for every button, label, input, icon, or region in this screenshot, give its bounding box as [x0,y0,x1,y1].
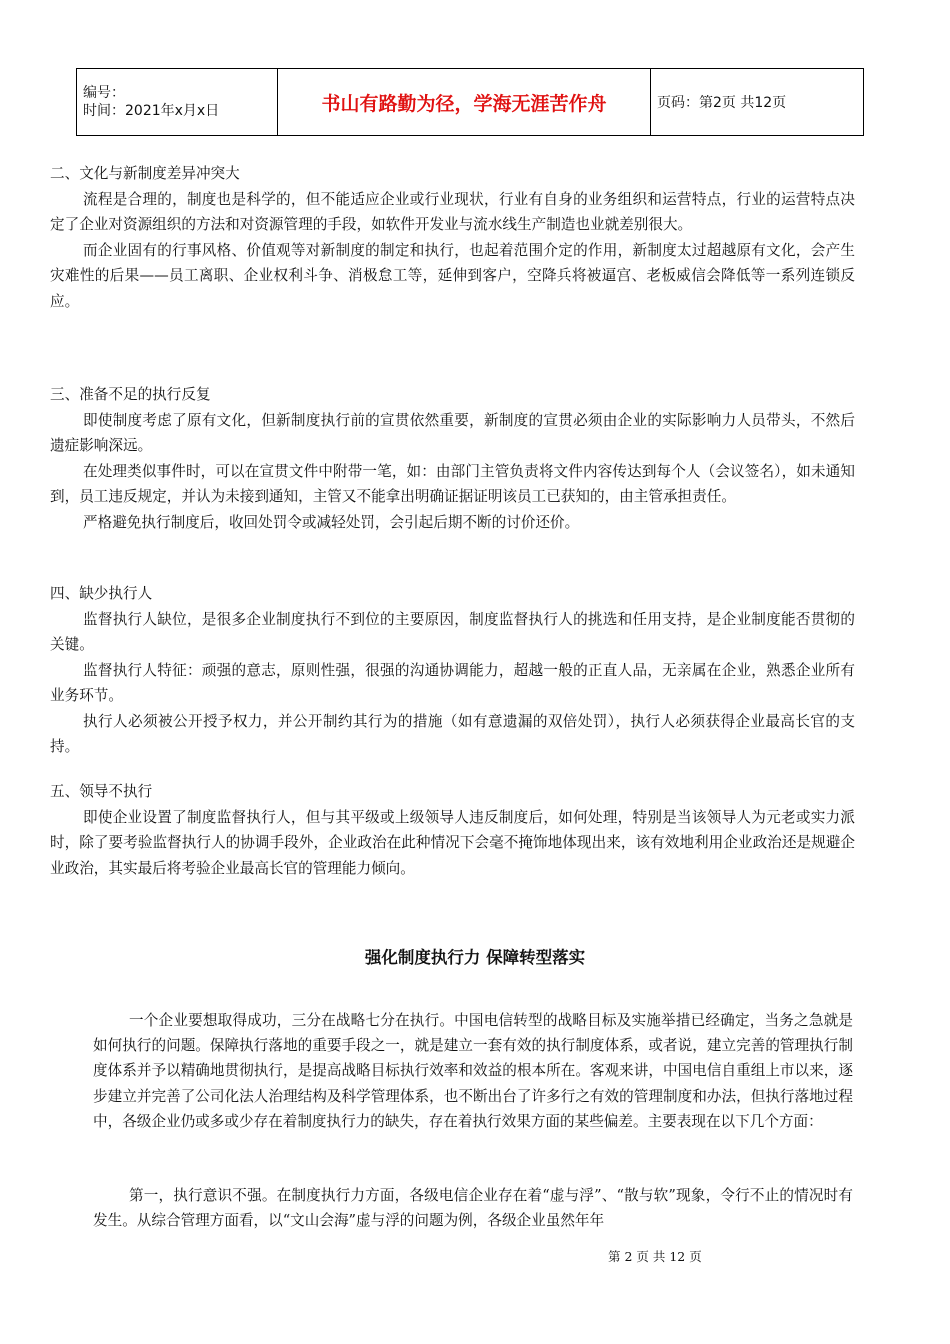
header-meta-cell [77,69,278,136]
article-title: 强化制度执行力 保障转型落实 [364,948,586,967]
paragraph: 第一，执行意识不强。在制度执行力方面，各级电信企业存在着“虚与浮”、“散与软”现象，令行不止的情况时有发生。从综合管理方面看，以“文山会海”虚与浮的问题为例，各级企业虽然年年 [93,1187,853,1230]
article-body [93,1008,853,1134]
article-body-continued [93,1183,853,1233]
section-leader-noncompliance [50,779,855,881]
paragraph: 监督执行人缺位，是很多企业制度执行不到位的主要原因，制度监督执行人的挑选和任用支持，是企业制度能否贯彻的关键。 [50,610,855,653]
time-label: 时间：2021年x月x日 [83,103,220,119]
section-insufficient-preparation [50,382,855,535]
section-heading: 五、领导不执行 [50,783,153,800]
number-label: 编号： [83,85,125,101]
paragraph: 而企业固有的行事风格、价值观等对新制度的制定和执行，也起着范围介定的作用，新制度太过超越原有文化，会产生灾难性的后果——员工离职、企业权利斗争、消极怠工等，延伸到客户，空降兵将被逼宫、老板威信会降低等一系列连锁反应。 [50,241,855,310]
section-heading: 二、文化与新制度差异冲突大 [50,165,240,182]
page-label: 页码：第2页 共12页 [651,69,864,136]
paragraph: 在处理类似事件时，可以在宣贯文件中附带一笔，如：由部门主管负责将文件内容传达到每个人（会议签名），如未通知到，员工违反规定，并认为未接到通知，主管又不能拿出明确证据证明该员工已获知的，由主管承担责任。 [50,462,855,505]
motto: 书山有路勤为径，学海无涯苦作舟 [278,69,651,136]
section-culture-conflict [50,161,855,314]
paragraph: 流程是合理的，制度也是科学的，但不能适应企业或行业现状，行业有自身的业务组织和运营特点，行业的运营特点决定了企业对资源组织的方法和对资源管理的手段，如软件开发业与流水线生产制造也业就差别很大。 [50,190,855,233]
paragraph: 监督执行人特征：顽强的意志，原则性强，很强的沟通协调能力，超越一般的正直人品，无亲属在企业，熟悉企业所有业务环节。 [50,661,855,704]
paragraph: 执行人必须被公开授予权力，并公开制约其行为的措施（如有意遗漏的双倍处罚），执行人必须获得企业最高长官的支持。 [50,712,855,755]
paragraph: 即使企业设置了制度监督执行人，但与其平级或上级领导人违反制度后，如何处理，特别是当该领导人为元老或实力派时，除了要考验监督执行人的协调手段外，企业政治在此种情况下会毫不掩饰地体现出来，该有效地利用企业政治还是规避企业政治，其实最后将考验企业最高长官的管理能力倾向。 [50,808,855,877]
page-footer: 第 2 页 共 12 页 [608,1249,702,1264]
paragraph: 一个企业要想取得成功，三分在战略七分在执行。中国电信转型的战略目标及实施举措已经确定，当务之急就是如何执行的问题。保障执行落地的重要手段之一，就是建立一套有效的执行制度体系，或者说，建立完善的管理执行制度体系并予以精确地贯彻执行，是提高战略目标执行效率和效益的根本所在。客观来讲，中国电信自重组上市以来，逐步建立并完善了公司化法人治理结构及科学管理体系，也不断出台了许多行之有效的管理制度和办法，但执行落地过程中，各级企业仍或多或少存在着制度执行力的缺失，存在着执行效果方面的某些偏差。主要表现在以下几个方面： [93,1012,853,1130]
paragraph: 严格避免执行制度后，收回处罚令或减轻处罚，会引起后期不断的讨价还价。 [83,513,580,531]
paragraph: 即使制度考虑了原有文化，但新制度执行前的宣贯依然重要，新制度的宣贯必须由企业的实际影响力人员带头，不然后遗症影响深远。 [50,411,855,454]
section-lack-of-executor [50,581,855,760]
header-table [76,68,864,136]
section-heading: 四、缺少执行人 [50,585,153,602]
section-heading: 三、准备不足的执行反复 [50,386,211,403]
